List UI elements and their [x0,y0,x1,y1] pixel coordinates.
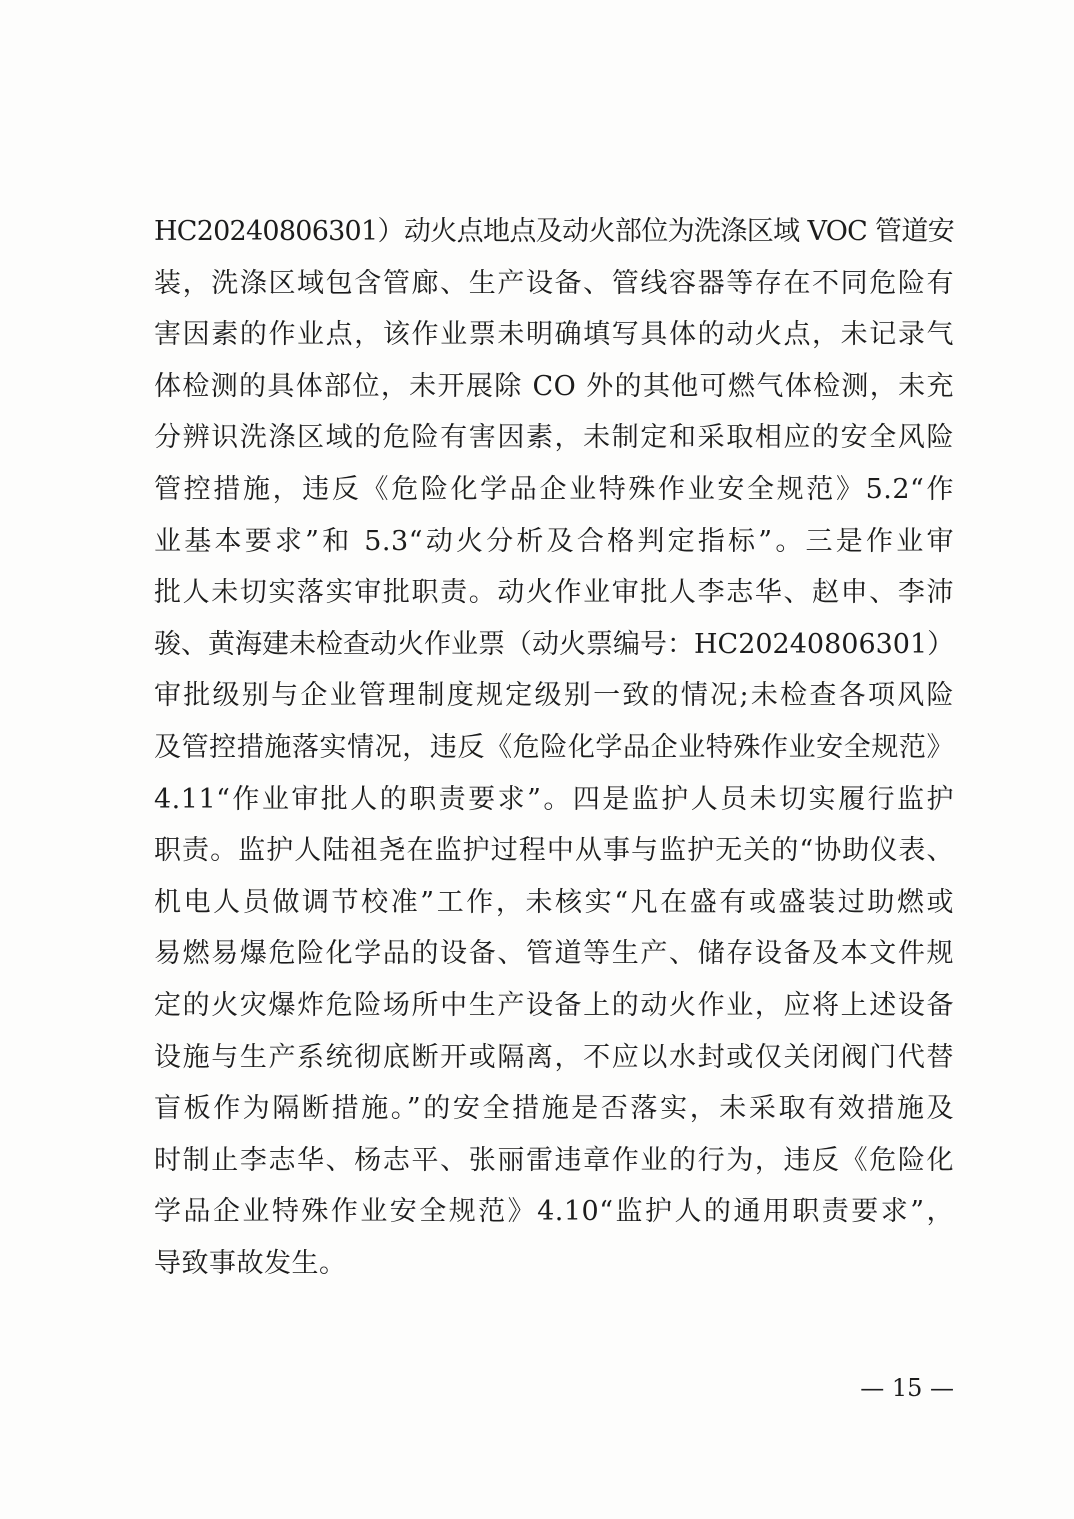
text-line: 及管控措施落实情况，违反《危险化学品企业特殊作业安全规范》 [154,731,954,763]
text-line: 害因素的作业点，该作业票未明确填写具体的动火点，未记录气 [154,319,954,351]
text-line: 定的火灾爆炸危险场所中生产设备上的动火作业，应将上述设备 [154,989,954,1021]
text-line: 设施与生产系统彻底断开或隔离，不应以水封或仅关闭阀门代替 [154,1041,954,1073]
text-line: 管控措施，违反《危险化学品企业特殊作业安全规范》5.2“作 [154,473,954,505]
text-line: 时制止李志华、杨志平、张丽雷违章作业的行为，违反《危险化 [154,1144,954,1176]
text-line: 4.11“作业审批人的职责要求”。四是监护人员未切实履行监护 [154,783,954,815]
body-text [154,206,954,1289]
text-line: 学品企业特殊作业安全规范》4.10“监护人的通用职责要求”， [154,1196,954,1228]
page-number: — 15 — [860,1374,954,1402]
text-line: 骏、黄海建未检查动火作业票（动火票编号：HC20240806301） [154,628,955,660]
text-line: 批人未切实落实审批职责。动火作业审批人李志华、赵申、李沛 [154,577,954,609]
text-line: 业基本要求”和 5.3“动火分析及合格判定指标”。三是作业审 [154,525,954,557]
text-line: 装，洗涤区域包含管廊、生产设备、管线容器等存在不同危险有 [154,267,954,299]
text-line: 易燃易爆危险化学品的设备、管道等生产、储存设备及本文件规 [154,938,954,970]
text-line: 机电人员做调节校准”工作，未核实“凡在盛有或盛装过助燃或 [154,886,954,918]
text-line: 审批级别与企业管理制度规定级别一致的情况;未检查各项风险 [154,680,954,712]
text-line: 职责。监护人陆祖尧在监护过程中从事与监护无关的“协助仪表、 [154,835,954,867]
text-line-last: 导致事故发生。 [154,1247,347,1279]
text-line: 盲板作为隔断措施。”的安全措施是否落实，未采取有效措施及 [154,1093,954,1125]
text-line: HC20240806301）动火点地点及动火部位为洗涤区域 VOC 管道安 [154,216,954,247]
text-line: 体检测的具体部位，未开展除 CO 外的其他可燃气体检测，未充 [154,370,954,402]
text-line: 分辨识洗涤区域的危险有害因素，未制定和采取相应的安全风险 [154,422,954,454]
